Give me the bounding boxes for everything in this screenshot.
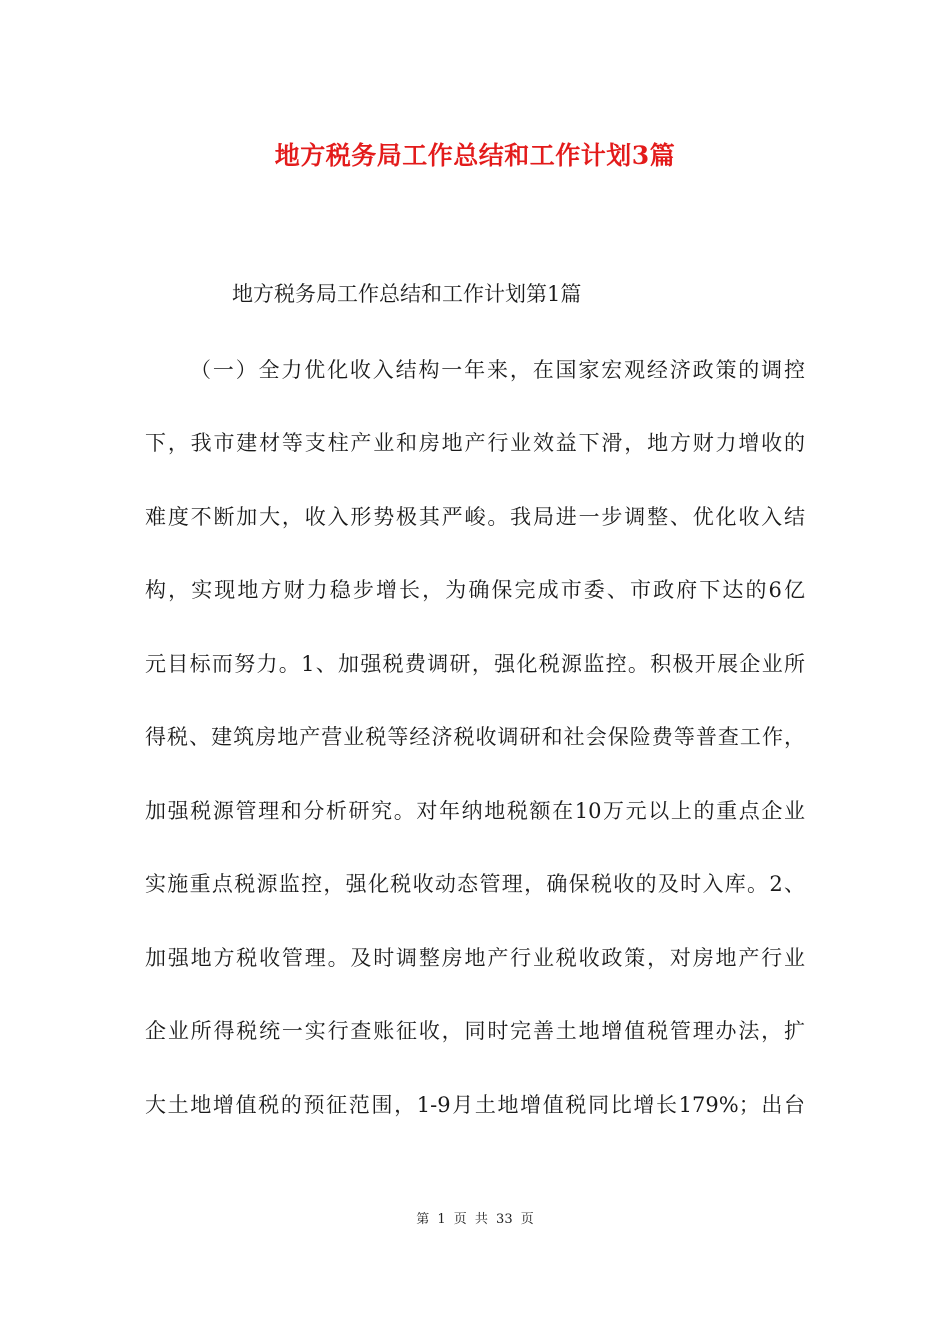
document-title: 地方税务局工作总结和工作计划3篇 [274,141,676,170]
body-line-6: 得税、建筑房地产营业税等经济税收调研和社会保险费等普查工作， [145,725,805,749]
section-heading: 地方税务局工作总结和工作计划第1篇 [232,282,582,306]
body-line-2: 下，我市建材等支柱产业和房地产行业效益下滑，地方财力增收的 [145,431,805,455]
body-line-8: 实施重点税源监控，强化税收动态管理，确保税收的及时入库。2、 [145,872,805,896]
body-line-10: 企业所得税统一实行查账征收，同时完善土地增值税管理办法，扩 [145,1019,805,1043]
body-line-4: 构，实现地方财力稳步增长，为确保完成市委、市政府下达的6亿 [145,578,805,602]
body-line-9: 加强地方税收管理。及时调整房地产行业税收政策，对房地产行业 [145,946,805,970]
body-line-5: 元目标而努力。1、加强税费调研，强化税源监控。积极开展企业所 [145,652,805,676]
body-line-7: 加强税源管理和分析研究。对年纳地税额在10万元以上的重点企业 [145,799,805,823]
body-line-11: 大土地增值税的预征范围，1-9月土地增值税同比增长179%；出台 [145,1093,805,1117]
body-line-1: （一）全力优化收入结构一年来，在国家宏观经济政策的调控 [190,358,805,382]
page-number-footer: 第 1 页 共 33 页 [416,1212,534,1227]
body-line-3: 难度不断加大，收入形势极其严峻。我局进一步调整、优化收入结 [145,505,805,529]
